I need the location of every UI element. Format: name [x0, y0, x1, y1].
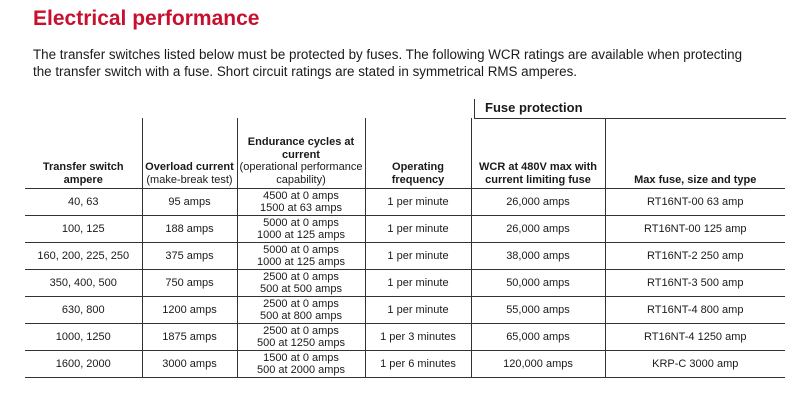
- cell-endurance-line-1: 1500 at 0 amps: [263, 352, 339, 364]
- cell-ampere: 1600, 2000: [25, 351, 142, 378]
- cell-overload: 95 amps: [142, 189, 237, 216]
- cell-endurance-line-2: 500 at 2000 amps: [256, 364, 346, 376]
- column-header-wcr-label: WCR at 480V max with current limiting fuse: [479, 161, 597, 186]
- cell-overload: 3000 amps: [142, 351, 237, 378]
- cell-endurance: [237, 189, 365, 216]
- cell-fuse: RT16NT-4 1250 amp: [605, 324, 785, 351]
- cell-overload: 188 amps: [142, 216, 237, 243]
- cell-overload: 750 amps: [142, 270, 237, 297]
- cell-ampere: 40, 63: [25, 189, 142, 216]
- cell-frequency: 1 per minute: [365, 243, 471, 270]
- cell-fuse: KRP-C 3000 amp: [605, 351, 785, 378]
- column-header-endurance-note: (operational performance capability): [239, 161, 363, 186]
- cell-wcr: 55,000 amps: [471, 297, 605, 324]
- column-header-wcr: [471, 118, 605, 189]
- cell-ampere: 160, 200, 225, 250: [25, 243, 142, 270]
- intro-line-1: The transfer switches listed below must be protected by fuses. The following WCR ratings are available when protecting: [33, 47, 743, 62]
- intro-paragraph: [33, 46, 783, 80]
- cell-endurance-line-2: 500 at 1250 amps: [256, 337, 346, 349]
- cell-endurance-line-2: 1000 at 125 amps: [256, 229, 346, 241]
- cell-endurance: [237, 243, 365, 270]
- column-header-fuse-label: Max fuse, size and type: [634, 173, 757, 186]
- cell-frequency: 1 per minute: [365, 189, 471, 216]
- column-header-ampere-label: Transfer switch ampere: [42, 161, 124, 186]
- cell-endurance-line-1: 4500 at 0 amps: [263, 190, 339, 202]
- column-header-ampere: [25, 118, 142, 189]
- cell-frequency: 1 per 3 minutes: [365, 324, 471, 351]
- cell-endurance-line-1: 5000 at 0 amps: [263, 244, 339, 256]
- cell-fuse: RT16NT-2 250 amp: [605, 243, 785, 270]
- cell-wcr: 120,000 amps: [471, 351, 605, 378]
- cell-endurance-line-1: 5000 at 0 amps: [263, 217, 339, 229]
- cell-endurance-line-1: 2500 at 0 amps: [263, 298, 339, 310]
- table-body: [25, 189, 785, 378]
- cell-fuse: RT16NT-3 500 amp: [605, 270, 785, 297]
- column-header-fuse: [605, 118, 785, 189]
- cell-endurance: [237, 270, 365, 297]
- cell-fuse: RT16NT-4 800 amp: [605, 297, 785, 324]
- table-row: [25, 216, 785, 243]
- column-header-endurance-label: Endurance cycles at current: [247, 136, 355, 161]
- cell-wcr: 26,000 amps: [471, 216, 605, 243]
- table-row: [25, 351, 785, 378]
- cell-frequency: 1 per 6 minutes: [365, 351, 471, 378]
- table-row: [25, 324, 785, 351]
- cell-endurance: [237, 351, 365, 378]
- cell-endurance: [237, 324, 365, 351]
- table-row: [25, 270, 785, 297]
- intro-line-2: the transfer switch with a fuse. Short circuit ratings are stated in symmetrical RMS amperes.: [33, 64, 578, 79]
- column-header-frequency: [365, 118, 471, 189]
- table-header-row: [25, 118, 785, 189]
- table-row: [25, 243, 785, 270]
- cell-wcr: 50,000 amps: [471, 270, 605, 297]
- cell-wcr: 65,000 amps: [471, 324, 605, 351]
- table-row: [25, 297, 785, 324]
- cell-frequency: 1 per minute: [365, 216, 471, 243]
- cell-endurance-line-1: 2500 at 0 amps: [263, 325, 339, 337]
- cell-endurance-line-2: 1500 at 63 amps: [260, 202, 342, 214]
- electrical-performance-table: [25, 118, 785, 378]
- cell-overload: 1875 amps: [142, 324, 237, 351]
- cell-endurance-line-2: 500 at 800 amps: [260, 310, 342, 322]
- cell-fuse: RT16NT-00 63 amp: [605, 189, 785, 216]
- cell-endurance: [237, 297, 365, 324]
- cell-frequency: 1 per minute: [365, 270, 471, 297]
- cell-wcr: 38,000 amps: [471, 243, 605, 270]
- column-header-overload-note: (make-break test): [146, 173, 233, 186]
- cell-frequency: 1 per minute: [365, 297, 471, 324]
- cell-wcr: 26,000 amps: [471, 189, 605, 216]
- column-header-overload: [142, 118, 237, 189]
- cell-endurance-line-2: 500 at 500 amps: [260, 283, 342, 295]
- cell-endurance-line-2: 1000 at 125 amps: [256, 256, 346, 268]
- column-header-frequency-label: Operating frequency: [391, 161, 445, 186]
- cell-ampere: 1000, 1250: [25, 324, 142, 351]
- table-row: [25, 189, 785, 216]
- fuse-protection-group-label: Fuse protection: [485, 100, 583, 115]
- cell-fuse: RT16NT-00 125 amp: [605, 216, 785, 243]
- cell-endurance: [237, 216, 365, 243]
- cell-overload: 1200 amps: [142, 297, 237, 324]
- column-header-overload-label: Overload current: [145, 161, 234, 173]
- cell-overload: 375 amps: [142, 243, 237, 270]
- cell-ampere: 100, 125: [25, 216, 142, 243]
- cell-endurance-line-1: 2500 at 0 amps: [263, 271, 339, 283]
- page-title: Electrical performance: [33, 7, 260, 30]
- column-header-endurance: [237, 118, 365, 189]
- cell-ampere: 630, 800: [25, 297, 142, 324]
- cell-ampere: 350, 400, 500: [25, 270, 142, 297]
